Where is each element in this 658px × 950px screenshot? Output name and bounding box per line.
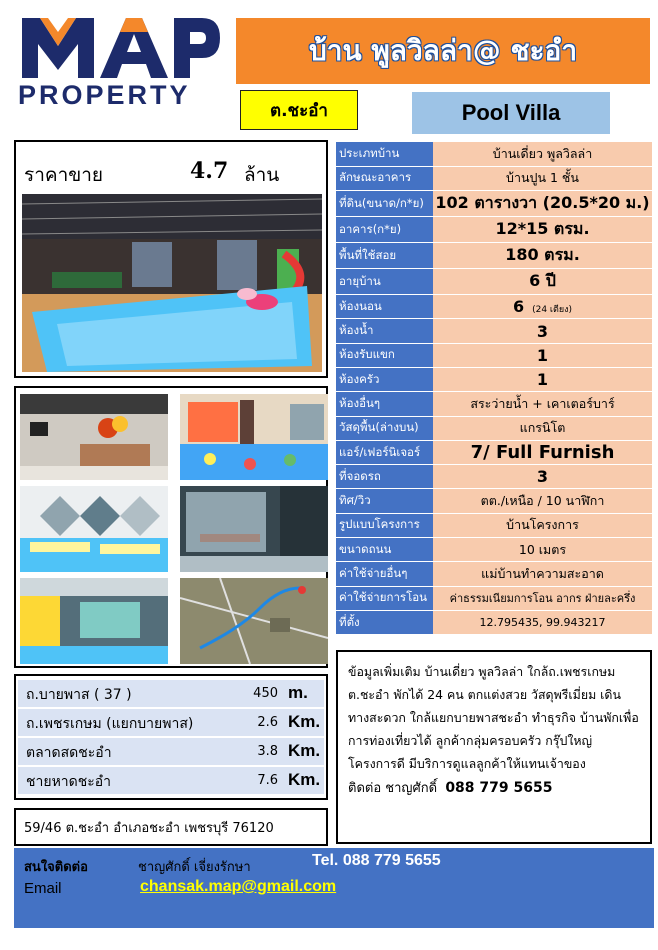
spec-value: 102 ตารางวา (20.5*20 ม.)	[433, 191, 652, 217]
page-title: บ้าน พูลวิลล่า@ ชะอำ	[308, 34, 578, 67]
spec-label: ห้องน้ำ	[336, 319, 433, 343]
distance-row	[18, 767, 324, 796]
distance-value: 3.8	[257, 744, 278, 759]
spec-row	[336, 217, 652, 243]
spec-row	[336, 586, 652, 610]
spec-row	[336, 191, 652, 217]
spec-label: ทิศ/วิว	[336, 489, 433, 513]
distance-place: ชายหาดชะอำ	[26, 774, 112, 790]
distance-unit: Km.	[288, 741, 321, 760]
poolside-photo	[20, 578, 168, 664]
spec-label: อาคาร(ก*ย)	[336, 217, 433, 243]
price-value: 4.7	[190, 158, 229, 184]
spec-row	[336, 295, 652, 319]
location-map	[180, 578, 328, 664]
spec-label: ประเภทบ้าน	[336, 142, 433, 166]
spec-row	[336, 319, 652, 343]
distance-value: 2.6	[257, 715, 278, 730]
distance-unit: Km.	[288, 712, 321, 731]
spec-value: 1	[433, 367, 652, 391]
spec-value: 6 ปี	[433, 269, 652, 295]
spec-label: อายุบ้าน	[336, 269, 433, 295]
footer-email-label: Email	[24, 880, 62, 897]
spec-label: วัสดุพื้น(ล่างบน)	[336, 416, 433, 440]
footer-contact-name: ชาญศักดิ์ เจี่ยงรักษา	[138, 860, 251, 875]
distance-place: ถ.บายพาส ( 37 )	[26, 687, 132, 703]
info-description: ข้อมูลเพิ่มเติม บ้านเดี่ยว พูลวิลล่า ใกล้ถ.เพชรเกษม ต.ชะอำ พักได้ 24 คน ตกแต่งสวย วัสดุพรีเมี่ยม เดินทางสะดวก ใกล้แยกบายพาสชะอำ ทำธุรกิจ บ้านพักเพื่อการท่องเที่ยวได้ ลูกค้ากลุ่มครอบครัว กรุ๊ปใหญ่ โครงการดี มีบริการดูแลลูกค้าให้แทนเจ้าของ	[348, 664, 639, 771]
footer-label: สนใจติดต่อ	[24, 860, 88, 875]
spec-row	[336, 416, 652, 440]
footer-email-link[interactable]: chansak.map@gmail.com	[140, 878, 337, 895]
spec-row	[336, 538, 652, 562]
spec-row	[336, 269, 652, 295]
contact-label: ติดต่อ ชาญศักดิ์	[348, 781, 438, 796]
location-coordinates: 12.795435, 99.943217	[433, 610, 652, 634]
bedroom-photo-1	[180, 394, 328, 480]
bedroom-count: 6	[512, 297, 525, 317]
spec-value: 7/ Full Furnish	[433, 440, 652, 464]
logo-wordmark: PROPERTY	[18, 80, 191, 110]
info-contact	[348, 777, 642, 798]
bed-count-note: (24 เตียง)	[532, 305, 573, 316]
spec-row	[336, 489, 652, 513]
spec-row	[336, 513, 652, 537]
spec-label: พื้นที่ใช้สอย	[336, 243, 433, 269]
spec-row	[336, 392, 652, 416]
living-room-photo	[20, 394, 168, 480]
distance-value: 7.6	[257, 773, 278, 788]
additional-info-panel	[336, 650, 652, 844]
spec-row	[336, 562, 652, 586]
spec-label: แอร์/เฟอร์นิเจอร์	[336, 440, 433, 464]
spec-label: ห้องอื่นๆ	[336, 392, 433, 416]
spec-label: ที่ตั้ง	[336, 610, 433, 634]
spec-label: ห้องครัว	[336, 367, 433, 391]
spec-label: ห้องรับแขก	[336, 343, 433, 367]
spec-row	[336, 166, 652, 190]
spec-value: บ้านโครงการ	[433, 513, 652, 537]
spec-row	[336, 610, 652, 634]
spec-label: ที่จอดรถ	[336, 465, 433, 489]
spec-row	[336, 367, 652, 391]
distance-place: ถ.เพชรเกษม (แยกบายพาส)	[26, 716, 194, 732]
distance-row	[18, 680, 324, 709]
spec-row	[336, 243, 652, 269]
distance-panel	[14, 674, 328, 800]
spec-value: 10 เมตร	[433, 538, 652, 562]
distance-row	[18, 738, 324, 767]
contact-phone[interactable]: 088 779 5655	[445, 780, 553, 796]
spec-label: ที่ดิน(ขนาด/ก*ย)	[336, 191, 433, 217]
spec-value: 180 ตรม.	[433, 243, 652, 269]
bedroom-photo-2	[20, 486, 168, 572]
spec-label: ค่าใช้จ่ายอื่นๆ	[336, 562, 433, 586]
district-badge: ต.ชะอำ	[240, 90, 358, 130]
spec-value: ค่าธรรมเนียมการโอน อากร ฝ่ายละครึ่ง	[433, 586, 652, 610]
distance-unit: Km.	[288, 770, 321, 789]
price-unit: ล้าน	[244, 164, 280, 186]
distance-place: ตลาดสดชะอำ	[26, 745, 112, 761]
spec-value: 1	[433, 343, 652, 367]
spec-label: ค่าใช้จ่ายการโอน	[336, 586, 433, 610]
spec-value: แกรนิโต	[433, 416, 652, 440]
distance-unit: m.	[288, 683, 308, 702]
spec-row	[336, 440, 652, 464]
spec-row	[336, 465, 652, 489]
spec-label: ห้องนอน	[336, 295, 433, 319]
price-label: ราคาขาย	[24, 164, 104, 186]
pool-photo	[22, 194, 322, 372]
footer-phone[interactable]: Tel. 088 779 5655	[312, 852, 441, 869]
property-type-badge: Pool Villa	[412, 92, 610, 134]
spec-value: บ้านปูน 1 ชั้น	[433, 166, 652, 190]
spec-label: ขนาดถนน	[336, 538, 433, 562]
spec-value: 3	[433, 319, 652, 343]
spec-value: บ้านเดี่ยว พูลวิลล่า	[433, 142, 652, 166]
distance-value: 450	[253, 686, 278, 701]
bar-counter-photo	[180, 486, 328, 572]
spec-value	[433, 295, 652, 319]
spec-value: สระว่ายน้ำ + เคาเตอร์บาร์	[433, 392, 652, 416]
property-address: 59/46 ต.ชะอำ อำเภอชะอำ เพชรบุรี 76120	[14, 808, 328, 846]
spec-row	[336, 343, 652, 367]
spec-label: ลักษณะอาคาร	[336, 166, 433, 190]
spec-value: 12*15 ตรม.	[433, 217, 652, 243]
photo-gallery	[14, 386, 328, 668]
spec-label: รูปแบบโครงการ	[336, 513, 433, 537]
spec-value: ตต./เหนือ / 10 นาฬิกา	[433, 489, 652, 513]
spec-value: แม่บ้านทำความสะอาด	[433, 562, 652, 586]
property-specs-table	[336, 142, 652, 635]
distance-row	[18, 709, 324, 738]
spec-row	[336, 142, 652, 166]
title-banner	[236, 18, 650, 84]
spec-value: 3	[433, 465, 652, 489]
